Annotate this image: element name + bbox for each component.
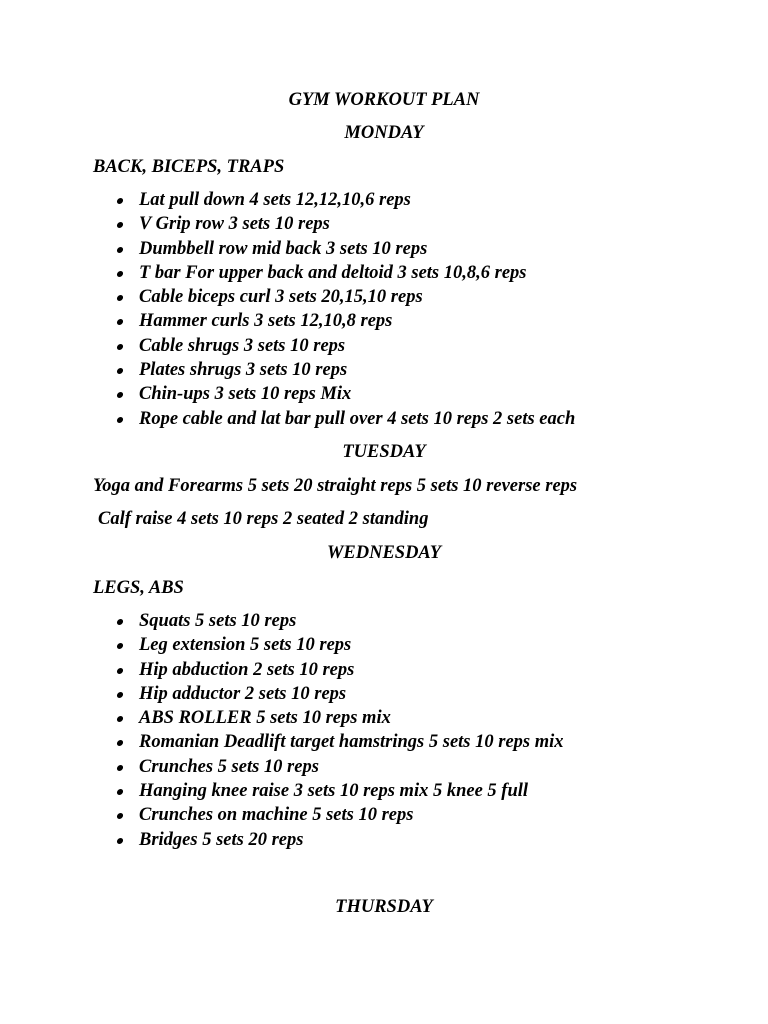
list-item — [0, 706, 564, 730]
exercise-text: Crunches 5 sets 10 reps — [139, 756, 319, 777]
list-item — [0, 682, 564, 706]
list-item — [0, 285, 575, 309]
bullet-icon — [116, 813, 123, 819]
exercise-list-monday — [0, 188, 575, 431]
muscle-group-monday: BACK, BICEPS, TRAPS — [93, 157, 285, 177]
list-item — [0, 609, 564, 633]
bullet-icon — [116, 295, 123, 301]
exercise-text: Hip adductor 2 sets 10 reps — [139, 683, 347, 704]
list-item — [0, 309, 575, 333]
exercise-text: V Grip row 3 sets 10 reps — [139, 214, 330, 235]
exercise-text: Chin-ups 3 sets 10 reps Mix — [139, 384, 352, 405]
bullet-icon — [116, 319, 123, 325]
list-item — [0, 407, 575, 431]
exercise-text: Hanging knee raise 3 sets 10 reps mix 5 knee 5 full — [139, 781, 529, 802]
exercise-text: Hip abduction 2 sets 10 reps — [139, 659, 355, 680]
bullet-icon — [116, 247, 123, 253]
bullet-icon — [116, 668, 123, 674]
bullet-icon — [116, 222, 123, 228]
exercise-text: Cable shrugs 3 sets 10 reps — [139, 335, 346, 356]
exercise-text: Lat pull down 4 sets 12,12,10,6 reps — [139, 190, 411, 210]
list-item — [0, 188, 575, 212]
muscle-group-wednesday: LEGS, ABS — [93, 578, 184, 598]
tuesday-line-calf: Calf raise 4 sets 10 reps 2 seated 2 standing — [98, 509, 429, 529]
day-heading-tuesday: TUESDAY — [342, 442, 426, 462]
exercise-text: Bridges 5 sets 20 reps — [139, 829, 304, 850]
bullet-icon — [116, 789, 123, 795]
bullet-icon — [116, 716, 123, 722]
day-heading-wednesday: WEDNESDAY — [326, 543, 442, 563]
exercise-text: Hammer curls 3 sets 12,10,8 reps — [139, 311, 393, 332]
bullet-icon — [116, 198, 123, 204]
tuesday-line-yoga: Yoga and Forearms 5 sets 20 straight reps 5 sets 10 reverse reps — [93, 476, 578, 496]
exercise-text: Leg extension 5 sets 10 reps — [139, 635, 352, 656]
list-item — [0, 261, 575, 285]
exercise-text: Rope cable and lat bar pull over 4 sets 10 reps 2 sets each — [139, 408, 576, 429]
bullet-icon — [116, 692, 123, 698]
bullet-icon — [116, 643, 123, 649]
exercise-list-wednesday — [0, 609, 564, 852]
list-item — [0, 633, 564, 657]
list-item — [0, 334, 575, 358]
exercise-text: Dumbbell row mid back 3 sets 10 reps — [139, 238, 428, 259]
day-heading-monday: MONDAY — [344, 123, 424, 143]
list-item — [0, 358, 575, 382]
bullet-icon — [116, 765, 123, 771]
exercise-text: Cable biceps curl 3 sets 20,15,10 reps — [139, 287, 423, 308]
list-item — [0, 237, 575, 261]
list-item — [0, 212, 575, 236]
bullet-icon — [116, 271, 123, 277]
exercise-text: Squats 5 sets 10 reps — [139, 611, 297, 631]
list-item — [0, 779, 564, 803]
bullet-icon — [116, 417, 123, 423]
bullet-icon — [116, 740, 123, 746]
list-item — [0, 803, 564, 827]
bullet-icon — [116, 838, 123, 844]
list-item — [0, 755, 564, 779]
bullet-icon — [116, 619, 123, 625]
list-item — [0, 382, 575, 406]
exercise-text: T bar For upper back and deltoid 3 sets 10,8,6 reps — [139, 262, 527, 283]
bullet-icon — [116, 392, 123, 398]
list-item — [0, 730, 564, 754]
document-title: GYM WORKOUT PLAN — [288, 90, 480, 110]
exercise-text: Crunches on machine 5 sets 10 reps — [139, 805, 414, 826]
exercise-text: Plates shrugs 3 sets 10 reps — [139, 360, 348, 381]
list-item — [0, 658, 564, 682]
exercise-text: Romanian Deadlift target hamstrings 5 sets 10 reps mix — [139, 732, 564, 753]
list-item — [0, 828, 564, 852]
bullet-icon — [116, 368, 123, 374]
exercise-text: ABS ROLLER 5 sets 10 reps mix — [139, 708, 391, 729]
day-heading-thursday: THURSDAY — [335, 897, 433, 917]
bullet-icon — [116, 344, 123, 350]
